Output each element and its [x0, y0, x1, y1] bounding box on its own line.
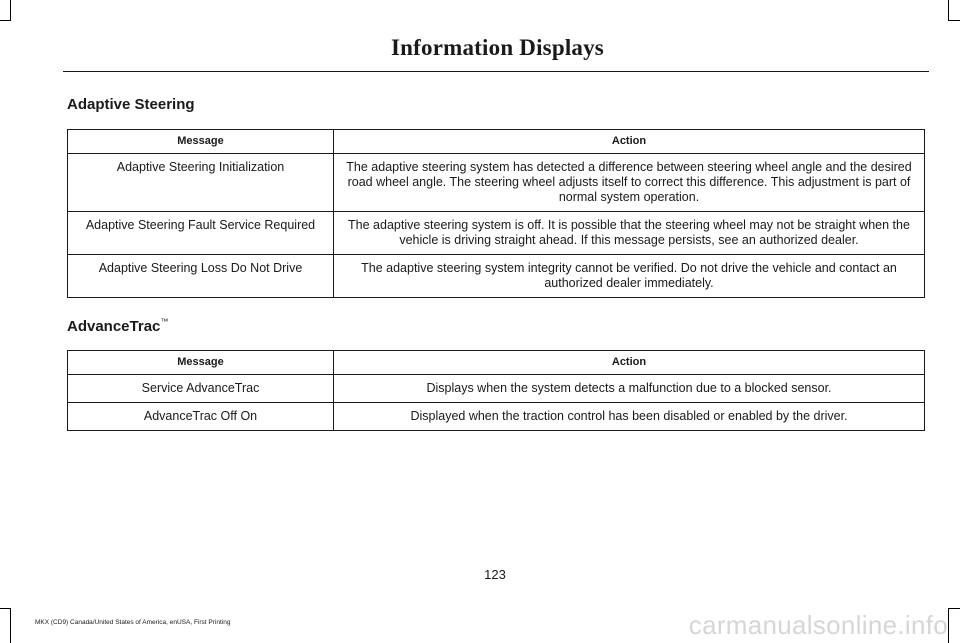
column-header-message: Message — [68, 130, 334, 154]
crop-mark-bottom-left — [10, 608, 11, 643]
crop-mark-bottom-left — [0, 608, 11, 609]
crop-mark-top-left — [10, 0, 11, 20]
table-row — [68, 255, 925, 298]
message-cell: Adaptive Steering Initialization — [68, 154, 334, 212]
page-title: Information Displays — [391, 35, 604, 60]
crop-mark-top-left — [0, 20, 11, 21]
message-cell: Adaptive Steering Loss Do Not Drive — [68, 255, 334, 298]
message-cell: AdvanceTrac Off On — [68, 403, 334, 431]
adaptive-steering-table — [67, 129, 925, 298]
action-cell: Displayed when the traction control has been disabled or enabled by the driver. — [334, 403, 925, 431]
table-row — [68, 375, 925, 403]
message-cell: Adaptive Steering Fault Service Required — [68, 212, 334, 255]
column-header-action: Action — [334, 130, 925, 154]
page-number: 123 — [484, 567, 506, 582]
trademark-mark: ™ — [160, 317, 169, 326]
crop-mark-bottom-right — [948, 608, 960, 609]
table-header-row — [68, 351, 925, 375]
footer-printing-info: MKX (CD9) Canada/United States of America, enUSA, First Printing — [35, 619, 231, 626]
action-cell: The adaptive steering system integrity cannot be verified. Do not drive the vehicle and contact an authorized dealer immediately. — [334, 255, 925, 298]
message-cell: Service AdvanceTrac — [68, 375, 334, 403]
crop-mark-top-right — [948, 20, 960, 21]
action-cell: The adaptive steering system is off. It is possible that the steering wheel may not be straight when the vehicle is driving straight ahead. If this message persists, see an authorized dealer. — [334, 212, 925, 255]
column-header-action: Action — [334, 351, 925, 375]
table-row — [68, 403, 925, 431]
crop-mark-top-right — [948, 0, 949, 20]
column-header-message: Message — [68, 351, 334, 375]
section-heading-advancetrac: AdvanceTrac™ — [67, 317, 169, 335]
table-row — [68, 154, 925, 212]
section-heading-adaptive-steering: Adaptive Steering — [67, 96, 195, 113]
table-header-row — [68, 130, 925, 154]
advancetrac-table — [67, 350, 925, 431]
action-cell: The adaptive steering system has detected a difference between steering wheel angle and the desired road wheel angle. The steering wheel adjusts itself to correct this difference. This adjustment is part of normal system operation. — [334, 154, 925, 212]
action-cell: Displays when the system detects a malfunction due to a blocked sensor. — [334, 375, 925, 403]
watermark: carmanualsonline.info — [688, 610, 948, 640]
crop-mark-bottom-right — [948, 608, 949, 643]
table-row — [68, 212, 925, 255]
header-divider — [63, 71, 929, 72]
